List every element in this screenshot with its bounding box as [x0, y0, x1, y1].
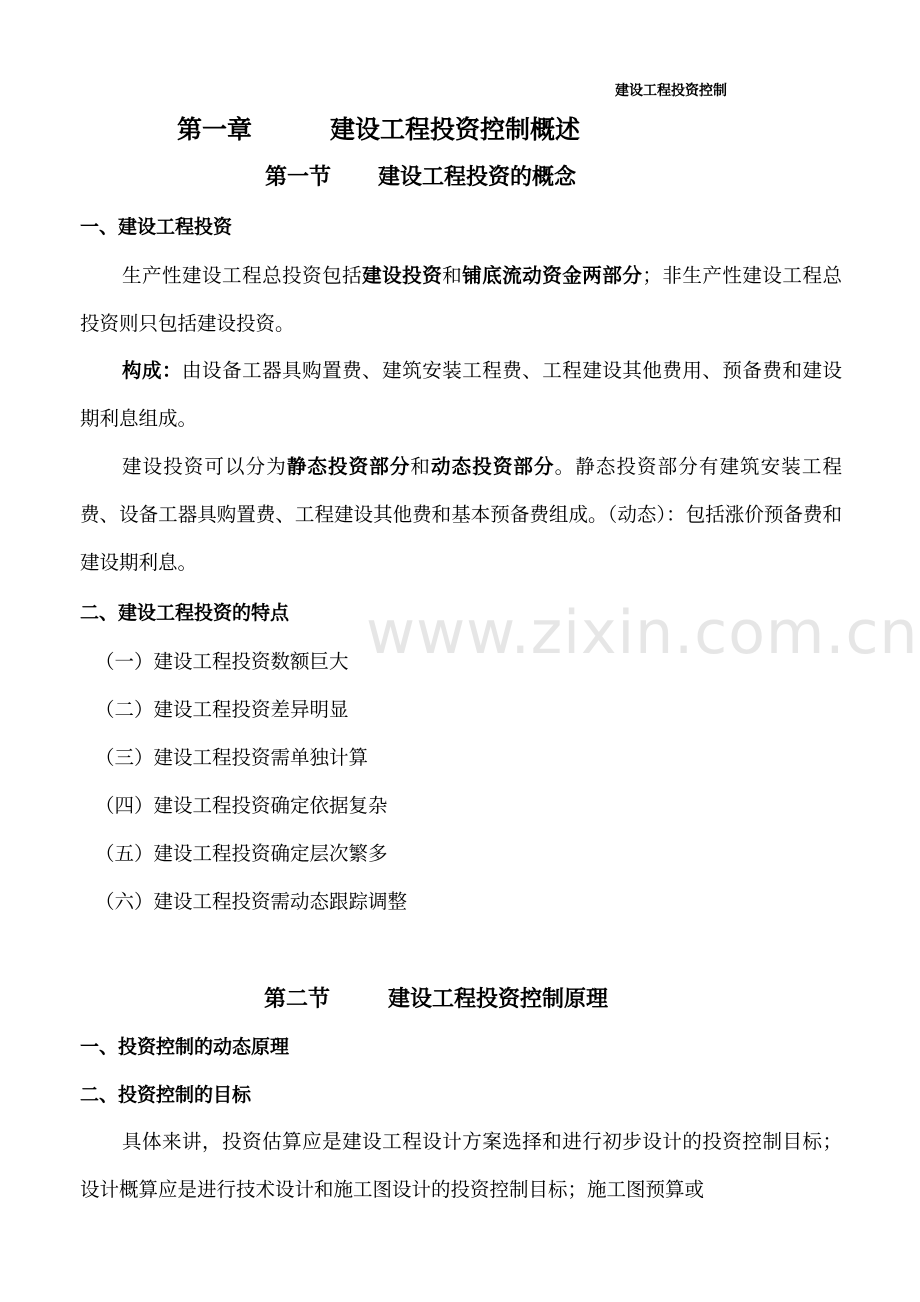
- list-item: （四）建设工程投资确定依据复杂: [95, 794, 388, 817]
- para3-text-2: 和: [410, 455, 432, 478]
- chapter-heading: 建设工程投资控制概述: [330, 115, 581, 144]
- running-header: 建设工程投资控制: [615, 83, 727, 99]
- paragraph-2: [80, 347, 842, 443]
- para2-text-1: 由设备工器具购置费、建筑安装工程费、工程建设其他费用、预备费和建设期利息组成。: [80, 359, 842, 430]
- watermark: www.zixin.com.cn: [366, 598, 919, 668]
- paragraph-4: 具体来讲，投资估算应是建设工程设计方案选择和进行初步设计的投资控制目标；设计概算应是进行技术设计和施工图设计的投资控制目标；施工图预算或: [80, 1130, 842, 1201]
- list-item: （五）建设工程投资确定层次繁多: [95, 842, 388, 865]
- list-item: （六）建设工程投资需动态跟踪调整: [95, 890, 408, 913]
- section-1-number: 第一节: [265, 165, 332, 190]
- heading-3: 一、投资控制的动态原理: [80, 1036, 290, 1058]
- para3-text-3: 。静态投资部分有建筑安装工程费、设备工器具购置费、工程建设其他费和基本预备费组成。（动态）：包括涨价预备费和建设期利息。: [80, 455, 842, 574]
- list-item: （一）建设工程投资数额巨大: [95, 650, 349, 673]
- paragraph-3: [80, 443, 842, 587]
- para3-bold-2: 动态投资部分: [431, 455, 555, 478]
- para3-bold-1: 静态投资部分: [286, 455, 411, 478]
- chapter-number: 第一章: [177, 115, 253, 144]
- list-item: （二）建设工程投资差异明显: [95, 698, 349, 721]
- list-item: （三）建设工程投资需单独计算: [95, 746, 369, 769]
- para1-bold-2: 铺底流动资金两部分: [462, 264, 643, 287]
- paragraph-1: [80, 252, 842, 348]
- section-2-heading: 建设工程投资控制原理: [388, 987, 609, 1012]
- para1-text-1: 生产性建设工程总投资包括: [122, 264, 363, 287]
- section-2-number: 第二节: [264, 987, 331, 1012]
- para1-text-2: 和: [442, 264, 463, 287]
- heading-1: 一、建设工程投资: [80, 216, 233, 238]
- heading-2: 二、建设工程投资的特点: [80, 602, 290, 624]
- para3-text-1: 建设投资可以分为: [122, 455, 287, 478]
- para1-bold-1: 建设投资: [362, 264, 443, 287]
- heading-4: 二、投资控制的目标: [80, 1084, 252, 1106]
- section-1-heading: 建设工程投资的概念: [378, 165, 577, 190]
- para1-text-3: ；非生产性建设工程总投资则只包括建设投资。: [80, 264, 842, 335]
- para2-bold-1: 构成：: [122, 359, 183, 382]
